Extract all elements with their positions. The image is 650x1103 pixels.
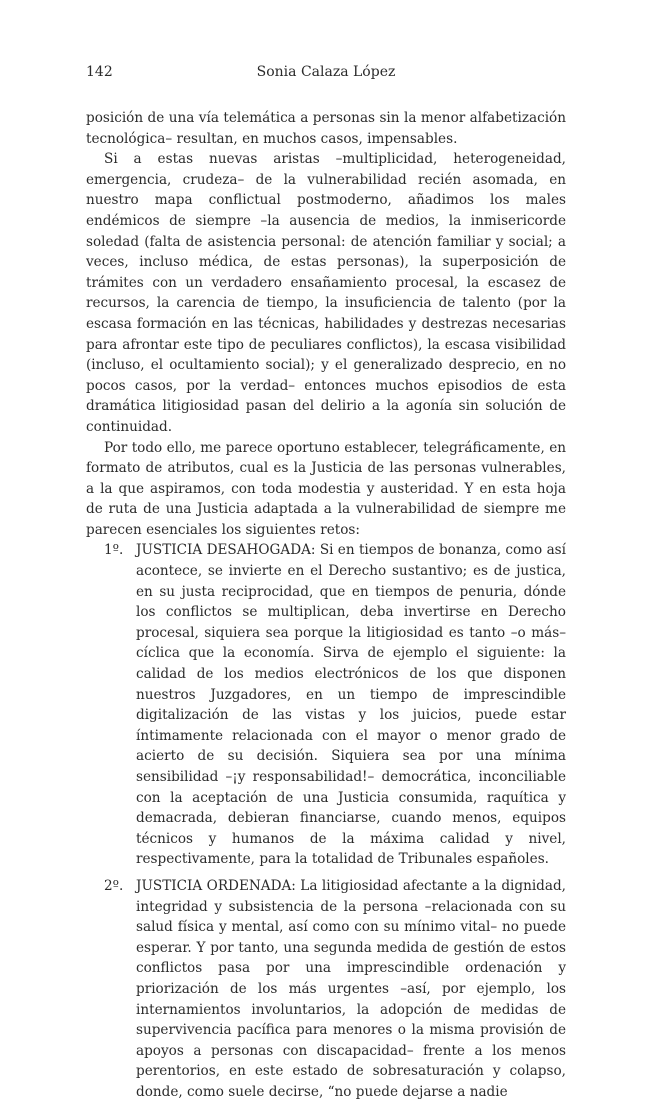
list-item <box>86 540 566 870</box>
body-text <box>86 108 566 1103</box>
running-head <box>86 64 566 84</box>
running-title: Sonia Calaza López <box>256 64 396 80</box>
paragraph: posición de una vía telemática a personas sin la menor alfabetización tecnológica– resultan, en muchos casos, impensables. <box>86 110 566 147</box>
list-item-number: 2º. <box>104 877 124 894</box>
paragraph: Si a estas nuevas aristas –multiplicidad, heterogeneidad, emergencia, crudeza– de la vulnerabilidad recién asomada, en nuestro mapa conflictual postmoderno, añadimos los males endémicos de siempre –la ausencia de medios, la inmisericorde soledad (falta de asistencia personal: de atención familiar y social; a veces, incluso médica, de estas personas), la superposición de trámites con un verdadero ensañamiento procesal, la escasez de recursos, la carencia de tiempo, la insuficiencia de talento (por la escasa formación en las técnicas, habilidades y destrezas necesarias para afrontar este tipo de peculiares conflictos), la escasa visibilidad (incluso, el ocultamiento social); y el generalizado desprecio, en no pocos casos, por la verdad– entonces muchos episodios de esta dramática litigiosidad pasan del delirio a la agonía sin solución de continuidad. <box>86 151 566 435</box>
list-item-text: JUSTICIA ORDENADA: La litigiosidad afectante a la dignidad, integridad y subsistencia de la persona –relacionada con su salud física y mental, así como con su mínimo vital– no puede esperar. Y por tanto, una segunda medida de gestión de estos conflictos pasa por una imprescindible ordenación y priorización de los más urgentes –así, por ejemplo, los internamientos involuntarios, la adopción de medidas de supervivencia pacífica para menores o la misma provisión de apoyos a personas con discapacidad– frente a los menos perentorios, en este estado de sobresaturación y colapso, donde, como suele decirse, “no puede dejarse a nadie <box>136 877 566 1100</box>
page-number: 142 <box>86 64 113 80</box>
list-item-number: 1º. <box>104 542 124 559</box>
list-item-text: JUSTICIA DESAHOGADA: Si en tiempos de bonanza, como así acontece, se invierte en el Derecho sustantivo; es de justica, en su justa reciprocidad, que en tiempos de penuria, dónde los conflictos se multiplican, deba invertirse en Derecho procesal, siquiera sea porque la litigiosidad es tanto –o más– cíclica que la economía. Sirva de ejemplo el siguiente: la calidad de los medios electrónicos de los que disponen nuestros Juzgadores, en un tiempo de imprescindible digitalización de las vistas y los juicios, puede estar íntimamente relacionada con el mayor o menor grado de acierto de su decisión. Siquiera sea por una mínima sensibilidad –¡y responsabilidad!– democrática, inconciliable con la aceptación de una Justicia consumida, raquítica y demacrada, debieran financiarse, cuando menos, equipos técnicos y humanos de la máxima calidad y nivel, respectivamente, para la totalidad de Tribunales españoles. <box>136 542 566 868</box>
list-item <box>86 876 566 1103</box>
paragraph: Por todo ello, me parece oportuno establecer, telegráficamente, en formato de atributos, cual es la Justicia de las personas vulnerables, a la que aspiramos, con toda modestia y austeridad. Y en esta hoja de ruta de una Justicia adaptada a la vulnerabilidad de siempre me parecen esenciales los siguientes retos: <box>86 439 566 538</box>
